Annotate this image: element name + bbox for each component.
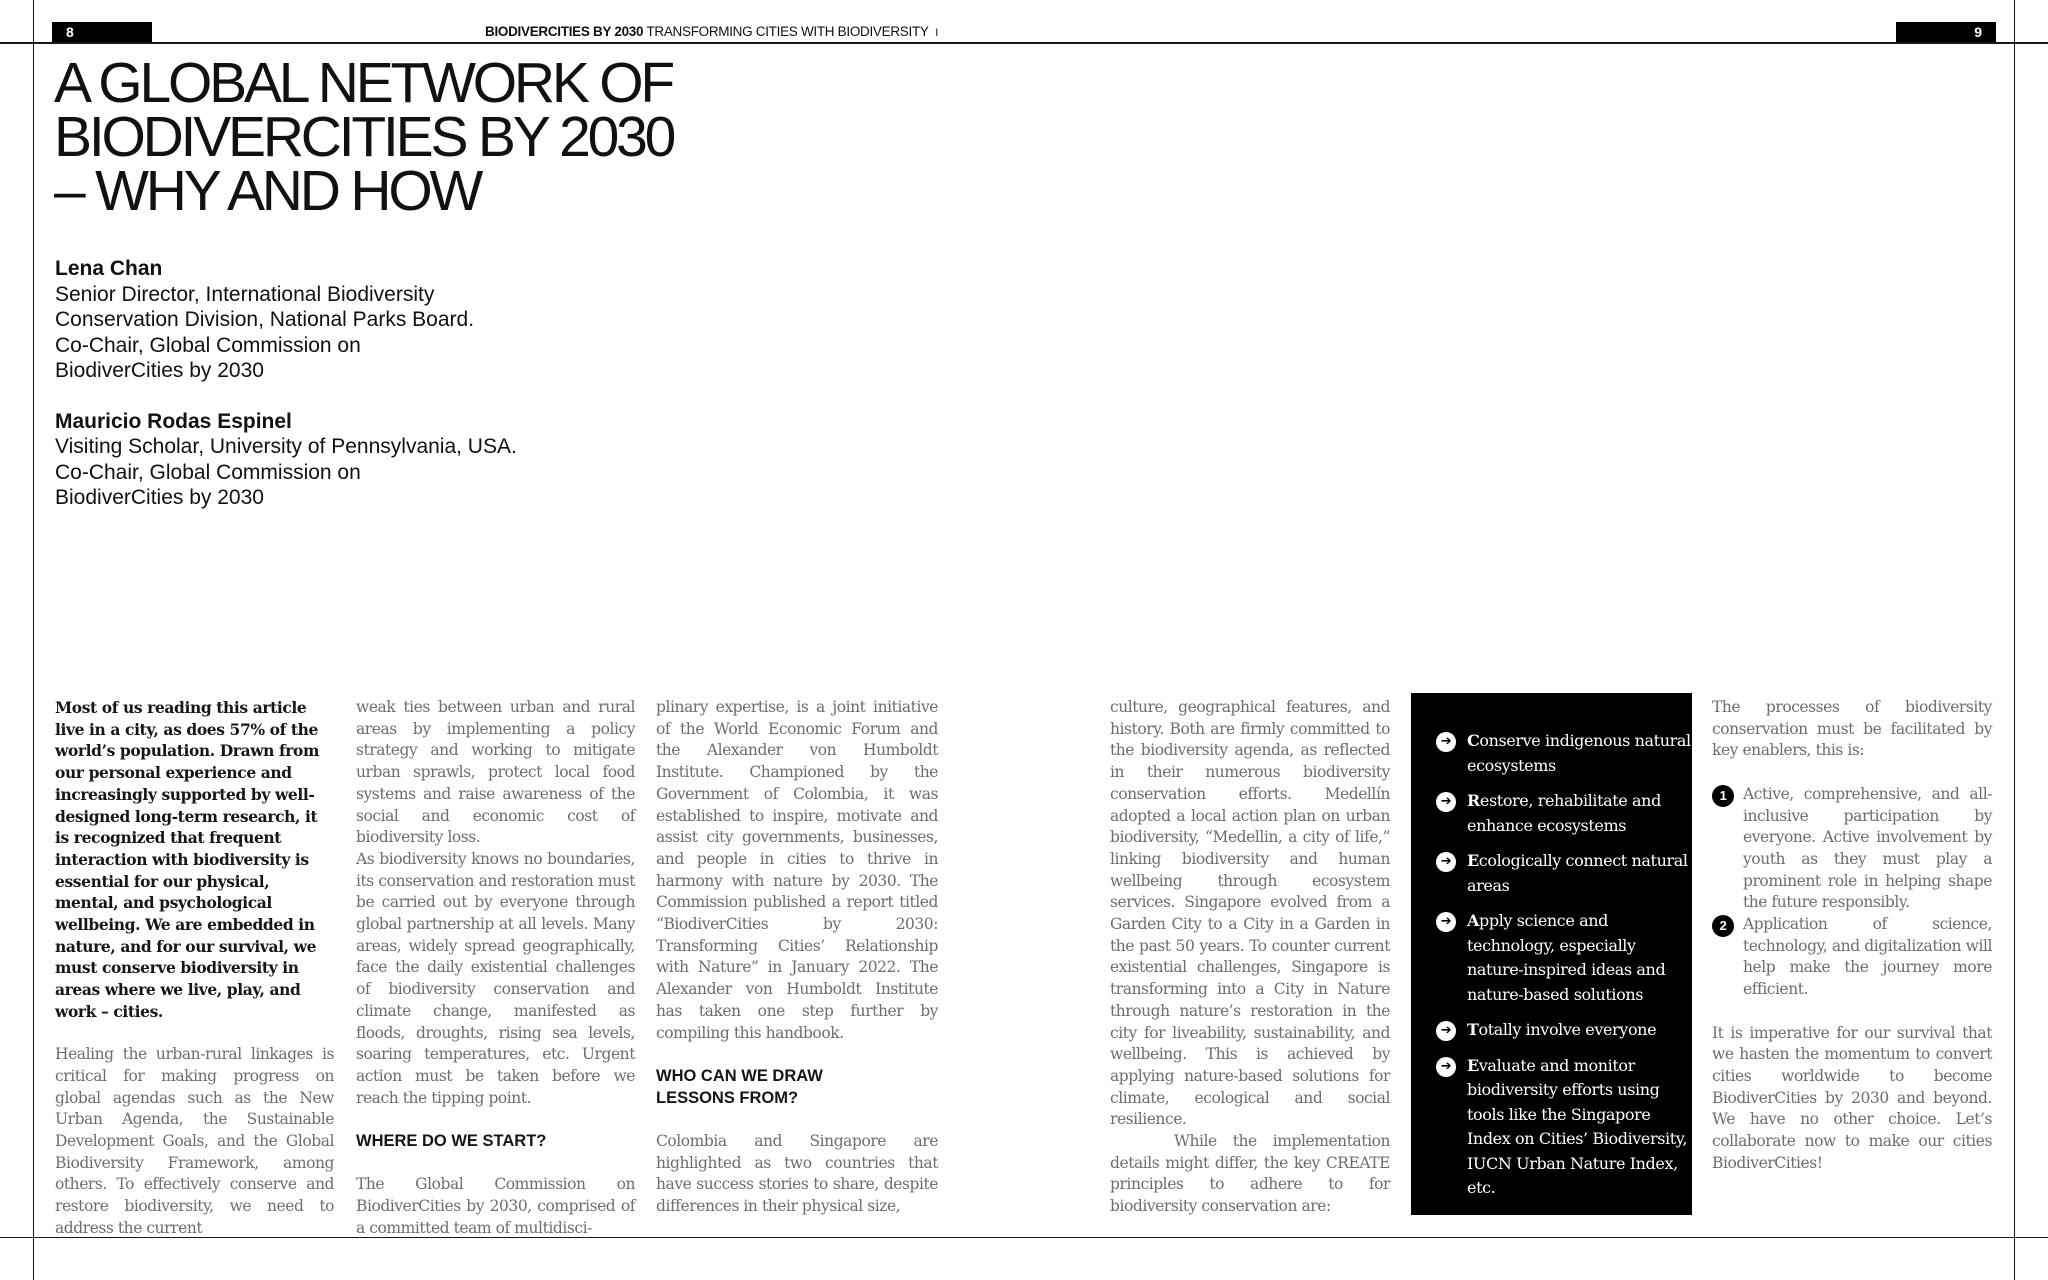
- title-line: – WHY AND HOW: [54, 159, 481, 223]
- list-item: [1411, 909, 1692, 1007]
- right-margin-rule: [2014, 0, 2015, 1280]
- text-column-3: [656, 697, 938, 1218]
- section-heading: WHERE DO WE START?: [356, 1132, 547, 1151]
- author-credits: [55, 256, 575, 511]
- body-paragraph: It is imperative for our survival that we hasten the momentum to convert cities worldwide to become BiodiverCities by 2030 and beyond. We have no other choice. Let’s collaborate now to make our cities BiodiverCities!: [1712, 1023, 1992, 1172]
- publication-subtitle: TRANSFORMING CITIES WITH BIODIVERSITY: [646, 24, 929, 39]
- principle-initial: C: [1467, 731, 1480, 750]
- running-header: [485, 22, 938, 42]
- body-paragraph: culture, geographical features, and history. Both are firmly committed to the biodiversity agenda, as reflected in their numerous biodiversity conservation efforts. Medellín adopted a local action plan on urban biodiversity, “Medellin, a city of life,” linking biodiversity and human wellbeing through ecosystem services. Singapore evolved from a Garden City to a City in a Garden in the past 50 years. To counter current existential challenges, Singapore is transforming into a City in Nature through nature’s restoration in the city for liveability, sustainability, and wellbeing. This is achieved by applying nature-based solutions for climate, ecological and social resilience.: [1110, 698, 1390, 1129]
- arrow-right-icon: ➔: [1436, 732, 1456, 752]
- enabler-text: Active, comprehensive, and all-inclusive participation by everyone. Active involvement by youth as they must play a prominent role in helping shape the future responsibly.: [1743, 784, 1992, 912]
- author-name: Lena Chan: [55, 257, 163, 280]
- principle-initial: R: [1467, 791, 1480, 810]
- author-affiliation: Co-Chair, Global Commission on: [55, 460, 361, 484]
- text-column-2: [356, 697, 635, 1240]
- list-item: [1411, 849, 1692, 898]
- list-item: [1712, 914, 1992, 1001]
- body-paragraph: While the implementation details might differ, the key CREATE principles to adhere to for biodiversity conservation are:: [1110, 1132, 1390, 1216]
- title-line: BIODIVERCITIES BY 2030: [54, 105, 674, 169]
- list-item: [1411, 729, 1692, 778]
- body-paragraph: The processes of biodiversity conservation must be facilitated by key enablers, this is:: [1712, 698, 1992, 760]
- arrow-right-icon: ➔: [1436, 1021, 1456, 1041]
- enablers-list: [1712, 784, 1992, 1001]
- principle-initial: E: [1467, 851, 1479, 870]
- list-item: [1712, 784, 1992, 914]
- principle-initial: A: [1467, 911, 1480, 930]
- principle-text: valuate and monitor biodiversity efforts using tools like the Singapore Index on Cities’ Biodiversity, IUCN Urban Nature Index, etc.: [1467, 1055, 1688, 1197]
- author-name: Mauricio Rodas Espinel: [55, 409, 292, 433]
- body-paragraph: Colombia and Singapore are highlighted as two countries that have success stories to share, despite differences in their physical size,: [656, 1132, 938, 1216]
- list-item: [1411, 789, 1692, 838]
- create-principles-list: [1411, 693, 1692, 1201]
- author-block: [55, 256, 575, 384]
- arrow-right-icon: ➔: [1436, 1057, 1456, 1077]
- arrow-right-icon: ➔: [1436, 852, 1456, 872]
- number-badge: 1: [1712, 785, 1734, 807]
- author-affiliation: Co-Chair, Global Commission on: [55, 333, 361, 357]
- title-line: A GLOBAL NETWORK OF: [54, 51, 673, 115]
- list-item: [1411, 1054, 1692, 1201]
- author-affiliation: BiodiverCities by 2030: [55, 486, 264, 509]
- author-affiliation: Senior Director, International Biodiversity: [55, 282, 435, 306]
- arrow-right-icon: ➔: [1436, 792, 1456, 812]
- author-affiliation: BiodiverCities by 2030: [55, 359, 264, 382]
- body-paragraph: As biodiversity knows no boundaries, its conservation and restoration must be carried out by everyone through global partnership at all levels. Many areas, widely spread geographically, face the daily existential challenges of biodiversity conservation and climate change, manifested as floods, droughts, rising sea levels, soaring temperatures, etc. Urgent action must be taken before we reach the tipping point.: [356, 849, 635, 1107]
- number-badge: 2: [1712, 915, 1734, 937]
- principle-initial: E: [1467, 1055, 1479, 1075]
- lead-paragraph: Most of us reading this article live in a city, as does 57% of the world’s population. Drawn from our personal experience and increasingly supported by well-designed long-term research, it is recognized that frequent interaction with biodiversity is essential for our physical, mental, and psychological wellbeing. We are embedded in nature, and for our survival, we must conserve biodiversity in areas where we live, play, and work – cities.: [55, 698, 319, 1021]
- author-block: [55, 409, 575, 511]
- body-paragraph: plinary expertise, is a joint initiative of the World Economic Forum and the Alexander von Humboldt Institute. Championed by the Government of Colombia, it was established to inspire, motivate and assist city governments, businesses, and people in cities to thrive in harmony with nature by 2030. The Commission published a report titled “BiodiverCities by 2030: Transforming Cities’ Relationship with Nature” in January 2022. The Alexander von Humboldt Institute has taken one step further by compiling this handbook.: [656, 698, 938, 1042]
- principle-text: pply science and technology, especially nature-inspired ideas and nature-based solutions: [1467, 911, 1666, 1004]
- body-paragraph: weak ties between urban and rural areas by implementing a policy strategy and working to mitigate urban sprawls, protect local food systems and raise awareness of the social and economic cost of biodiversity loss.: [356, 698, 635, 847]
- author-affiliation: Visiting Scholar, University of Pennsylvania, USA.: [55, 435, 517, 458]
- author-affiliation: Conservation Division, National Parks Board.: [55, 308, 475, 331]
- principle-text: estore, rehabilitate and enhance ecosystems: [1467, 791, 1661, 835]
- principle-text: onserve indigenous natural ecosystems: [1467, 731, 1691, 775]
- principle-text: otally involve everyone: [1478, 1020, 1657, 1039]
- text-column-4: [1110, 697, 1390, 1218]
- body-paragraph: The Global Commission on BiodiverCities by 2030, comprised of a committed team of multidisci-: [356, 1175, 635, 1237]
- principle-text: cologically connect natural areas: [1467, 851, 1688, 895]
- left-margin-rule: [33, 0, 34, 1280]
- article-title: [54, 51, 674, 223]
- page-number-right: 9: [1896, 22, 1996, 42]
- section-heading: WHO CAN WE DRAW LESSONS FROM?: [656, 1066, 823, 1107]
- publication-title: BIODIVERCITIES BY 2030: [485, 24, 644, 39]
- principle-initial: T: [1467, 1020, 1479, 1039]
- arrow-right-icon: ➔: [1436, 912, 1456, 932]
- enabler-text: Application of science, technology, and digitalization will help make the journey more efficient.: [1743, 915, 1992, 999]
- page-number-left: 8: [52, 22, 152, 42]
- text-column-5: [1712, 697, 1992, 1174]
- header-separator: I: [935, 27, 939, 39]
- create-principles-box: [1411, 693, 1692, 1215]
- text-column-1: [55, 697, 334, 1240]
- list-item: [1411, 1018, 1692, 1043]
- body-paragraph: Healing the urban-rural linkages is critical for making progress on global agendas such as the New Urban Agenda, the Sustainable Development Goals, and the Global Biodiversity Framework, among others. To effectively conserve and restore biodiversity, we need to address the current: [55, 1045, 334, 1237]
- header-rule: [0, 42, 2048, 44]
